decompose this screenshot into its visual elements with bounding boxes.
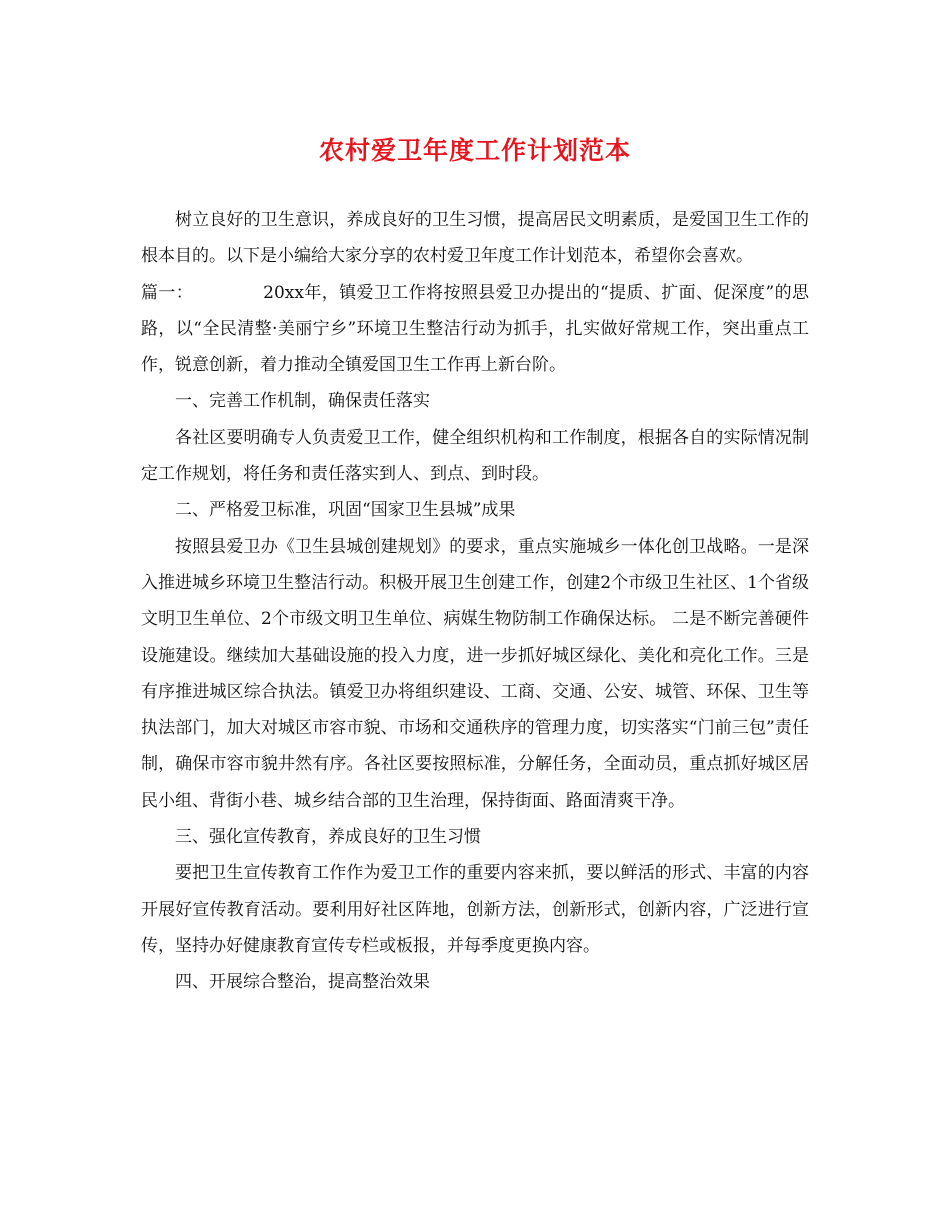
- part-label: 篇一：: [141, 282, 194, 303]
- section-heading-3: 三、强化宣传教育，养成良好的卫生习惯: [175, 827, 481, 848]
- part-one-paragraph: [141, 275, 809, 384]
- section-paragraph-2: 按照县爱卫办《卫生县城创建规划》的要求，重点实施城乡一体化创卫战略。一是深入推进城乡环境卫生整洁行动。积极开展卫生创建工作，创建2个市级卫生社区、1个省级文明卫生单位、2个市级文明卫生单位、病媒生物防制工作确保达标。 二是不断完善硬件设施建设。继续加大基础设施的投入力度，进一步抓好城区绿化、美化和亮化工作。三是有序推进城区综合执法。镇爱卫办将组织建设、工商、交通、公安、城管、环保、卫生等执法部门，加大对城区市容市貌、市场和交通秩序的管理力度，切实落实“门前三包”责任制，确保市容市貌井然有序。各社区要按照标准，分解任务，全面动员，重点抓好城区居民小组、背街小巷、城乡结合部的卫生治理，保持街面、路面清爽干净。: [141, 536, 809, 811]
- section-paragraph-3: 要把卫生宣传教育工作作为爱卫工作的重要内容来抓，要以鲜活的形式、丰富的内容开展好宣传教育活动。要利用好社区阵地，创新方法，创新形式，创新内容，广泛进行宣传，坚持办好健康教育宣传专栏或板报，并每季度更换内容。: [141, 863, 809, 956]
- section-paragraph-1: 各社区要明确专人负责爱卫工作，健全组织机构和工作制度，根据各自的实际情况制定工作规划，将任务和责任落实到人、到点、到时段。: [141, 427, 809, 485]
- document-title: 农村爱卫年度工作计划范本: [318, 136, 631, 165]
- part-text: 20xx年，镇爱卫工作将按照县爱卫办提出的“提质、扩面、促深度”的思路，以“全民清整·美丽宁乡”环境卫生整洁行动为抓手，扎实做好常规工作，突出重点工作，锐意创新，着力推动全镇爱国卫生工作再上新台阶。: [141, 282, 810, 376]
- section-heading-1: 一、完善工作机制，确保责任落实: [175, 391, 430, 412]
- section-heading-2: 二、严格爱卫标准，巩固“国家卫生县城”成果: [175, 500, 516, 521]
- section-heading-4: 四、开展综合整治，提高整治效果: [175, 972, 430, 993]
- intro-paragraph: 树立良好的卫生意识，养成良好的卫生习惯，提高居民文明素质，是爱国卫生工作的根本目的。以下是小编给大家分享的农村爱卫年度工作计划范本，希望你会喜欢。: [141, 210, 809, 267]
- document-body: [141, 202, 809, 1001]
